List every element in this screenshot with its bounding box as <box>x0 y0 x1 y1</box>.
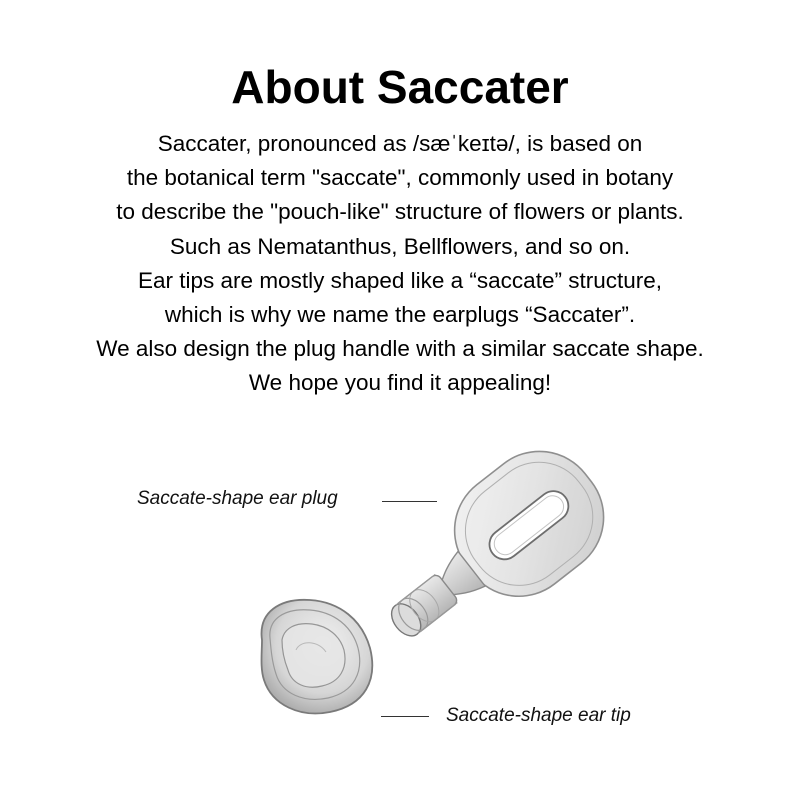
callout-ear-plug: Saccate-shape ear plug <box>137 488 338 509</box>
description-line: We also design the plug handle with a similar saccate shape. <box>96 336 704 362</box>
ear-plug <box>358 430 627 677</box>
callout-ear-plug-leader-line <box>382 501 437 502</box>
description-line: to describe the "pouch-like" structure of flowers or plants. <box>116 199 684 225</box>
description-line: which is why we name the earplugs “Saccater”. <box>164 302 636 328</box>
description-line: Such as Nematanthus, Bellflowers, and so on. <box>169 233 631 259</box>
earplug-illustration <box>0 430 800 760</box>
description-line: Saccater, pronounced as /sæˈkeɪtə/, is based on <box>157 131 643 156</box>
callout-ear-tip: Saccate-shape ear tip <box>446 705 631 726</box>
description-line: We hope you find it appealing! <box>248 370 552 396</box>
ear-tip <box>262 600 373 714</box>
callout-ear-tip-leader-line <box>381 716 429 717</box>
page-title: About Saccater <box>231 61 569 113</box>
description <box>20 127 780 401</box>
description-line: the botanical term "saccate", commonly used in botany <box>126 165 674 191</box>
description-line: Ear tips are mostly shaped like a “saccate” structure, <box>138 267 662 293</box>
